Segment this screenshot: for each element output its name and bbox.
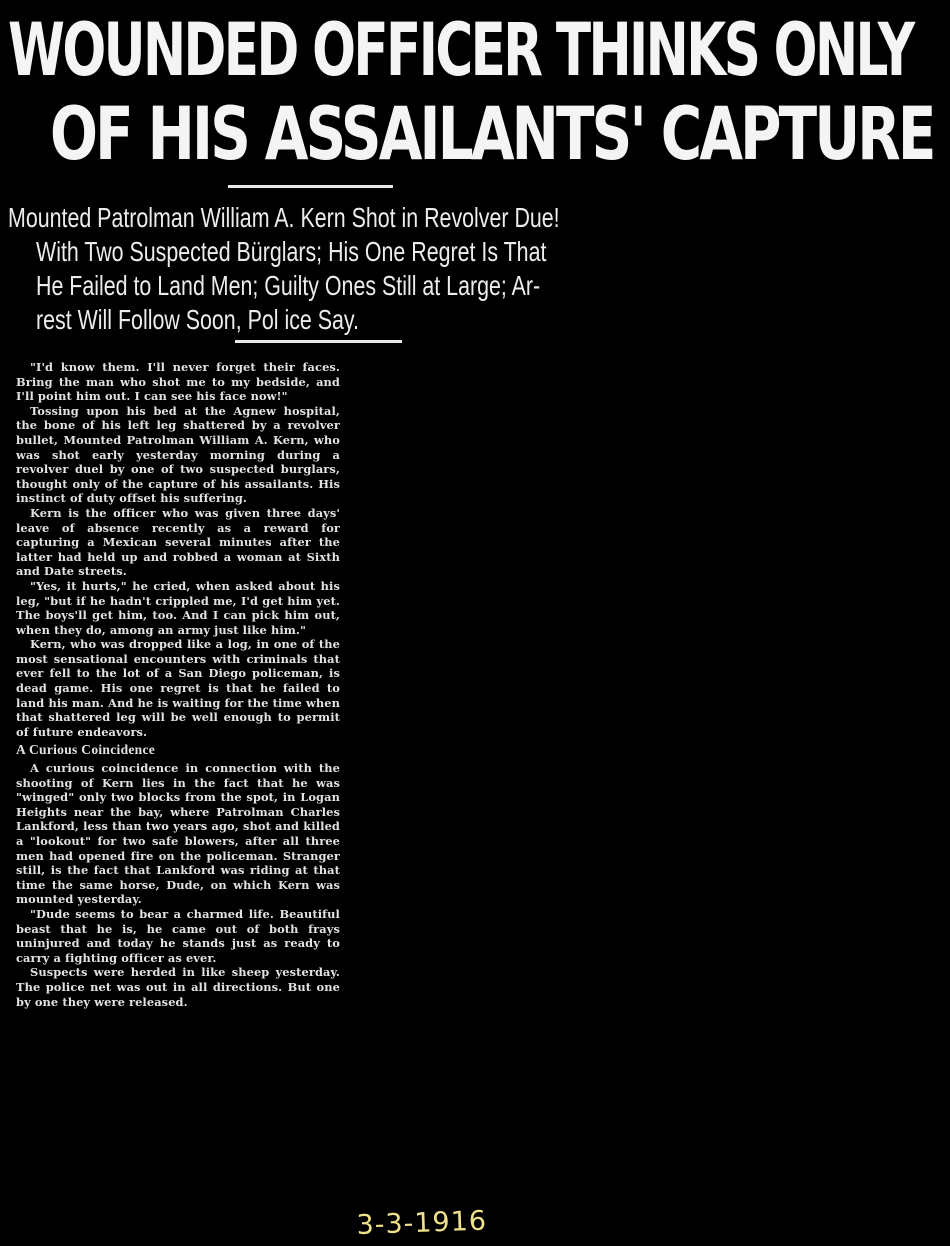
handwritten-date: 3-3-1916 — [356, 1205, 488, 1241]
article-paragraph: "Dude seems to bear a charmed life. Beautiful beast that he is, he came out of both frays uninjured and today he stands just as ready to carry a fighting officer as ever. — [16, 906, 340, 965]
headline-divider — [228, 185, 393, 188]
deck-line-3: He Failed to Land Men; Guilty Ones Still at Large; Ar- — [36, 269, 541, 302]
article-column — [16, 360, 340, 1009]
article-paragraph: "Yes, it hurts," he cried, when asked about his leg, "but if he hadn't crippled me, I'd get him yet. The boys'll get him, too. And I can pick him out, when they do, among an army just like him." — [16, 578, 340, 637]
deck-line-1: Mounted Patrolman William A. Kern Shot in Revolver Due! — [8, 201, 560, 234]
deck-line-4: rest Will Follow Soon, Pol ice Say. — [36, 303, 359, 336]
headline-line-1: WOUNDED OFFICER THINKS ONLY — [8, 7, 913, 94]
deck-line-2: With Two Suspected Bürglars; His One Regret Is That — [36, 235, 547, 268]
article-paragraph: Kern, who was dropped like a log, in one of the most sensational encounters with criminals that ever fell to the lot of a San Diego policeman, is dead game. His one regret is that he failed to land his man. And he is waiting for the time when that shattered leg will be well enough to permit of future endeavors. — [16, 637, 340, 739]
article-paragraph: Kern is the officer who was given three days' leave of absence recently as a reward for capturing a Mexican several minutes after the latter had held up and robbed a woman at Sixth and Date streets. — [16, 505, 340, 579]
article-paragraph: Tossing upon his bed at the Agnew hospital, the bone of his left leg shattered by a revolver bullet, Mounted Patrolman William A. Kern, who was shot early yesterday morning during a revolver duel by one of two suspected burglars, thought only of the capture of his assailants. His instinct of duty offset his suffering. — [16, 403, 340, 506]
article-paragraph: A curious coincidence in connection with the shooting of Kern lies in the fact that he was "winged" only two blocks from the spot, in Logan Heights near the bay, where Patrolman Charles Lankford, less than two years ago, shot and killed a "lookout" for two safe blowers, after all three men had opened fire on the policeman. Stranger still, is the fact that Lankford was riding at that time the same horse, Dude, on which Kern was mounted yesterday. — [16, 761, 340, 907]
article-paragraph: "I'd know them. I'll never forget their faces. Bring the man who shot me to my bedside, and I'll point him out. I can see his face now!" — [16, 360, 340, 404]
deck-divider — [235, 340, 402, 343]
headline-line-2: OF HIS ASSAILANTS' CAPTURE — [50, 91, 934, 178]
article-subhead: A Curious Coincidence — [16, 742, 156, 758]
article-paragraph: Suspects were herded in like sheep yesterday. The police net was out in all directions. But one by one they were released. — [16, 965, 340, 1009]
